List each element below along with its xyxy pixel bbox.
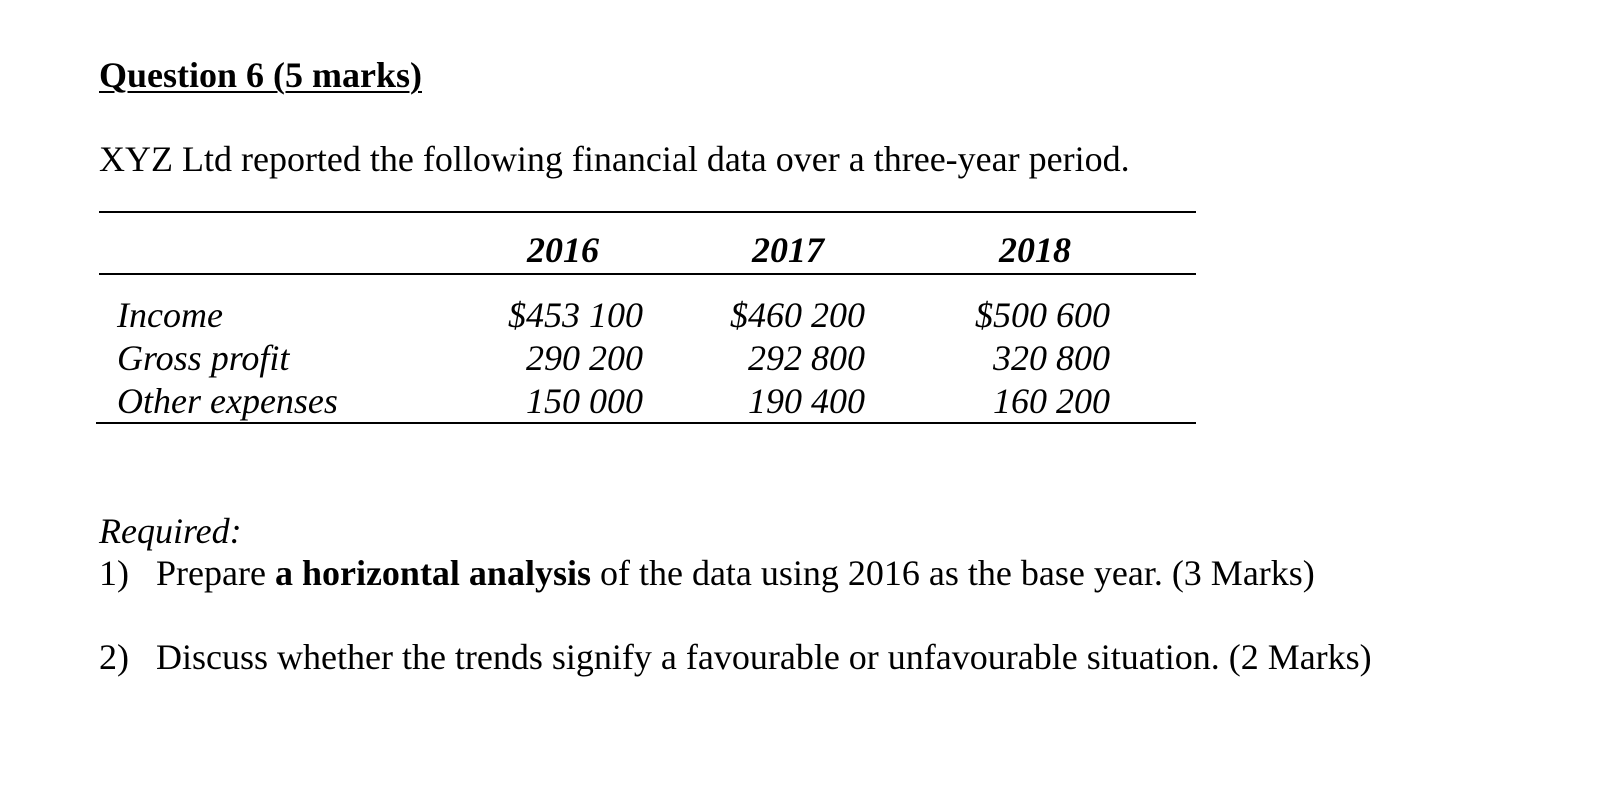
required-item-1	[99, 552, 1315, 594]
table-cell: 160 200	[993, 381, 1110, 421]
item-text-tail: of the data using 2016 as the base year. (3 Marks)	[590, 553, 1315, 593]
table-cell: $500 600	[975, 295, 1110, 335]
item-text: Prepare	[156, 553, 275, 593]
table-cell: 190 400	[748, 381, 865, 421]
question-heading: Question 6 (5 marks)	[99, 55, 422, 95]
year-header-2016: 2016	[527, 230, 599, 270]
intro-text: XYZ Ltd reported the following financial data over a three-year period.	[99, 139, 1130, 179]
year-header-2018: 2018	[999, 230, 1071, 270]
row-label: Gross profit	[117, 338, 290, 378]
item-emphasis: a horizontal analysis	[274, 553, 591, 593]
item-number: 1)	[99, 553, 129, 593]
table-top-rule	[99, 211, 1196, 213]
row-label: Income	[117, 295, 223, 335]
table-cell: $460 200	[730, 295, 865, 335]
table-cell: 320 800	[993, 338, 1110, 378]
table-cell: $453 100	[508, 295, 643, 335]
required-label: Required:	[99, 511, 242, 551]
table-cell: 292 800	[748, 338, 865, 378]
item-number: 2)	[99, 637, 129, 677]
table-bottom-rule	[96, 422, 1196, 424]
table-cell: 150 000	[526, 381, 643, 421]
table-cell: 290 200	[526, 338, 643, 378]
table-header-rule	[99, 273, 1196, 275]
item-text: Discuss whether the trends signify a favourable or unfavourable situation. (2 Marks)	[156, 637, 1372, 677]
required-item-2	[99, 636, 1372, 678]
row-label: Other expenses	[117, 381, 338, 421]
year-header-2017: 2017	[752, 230, 824, 270]
